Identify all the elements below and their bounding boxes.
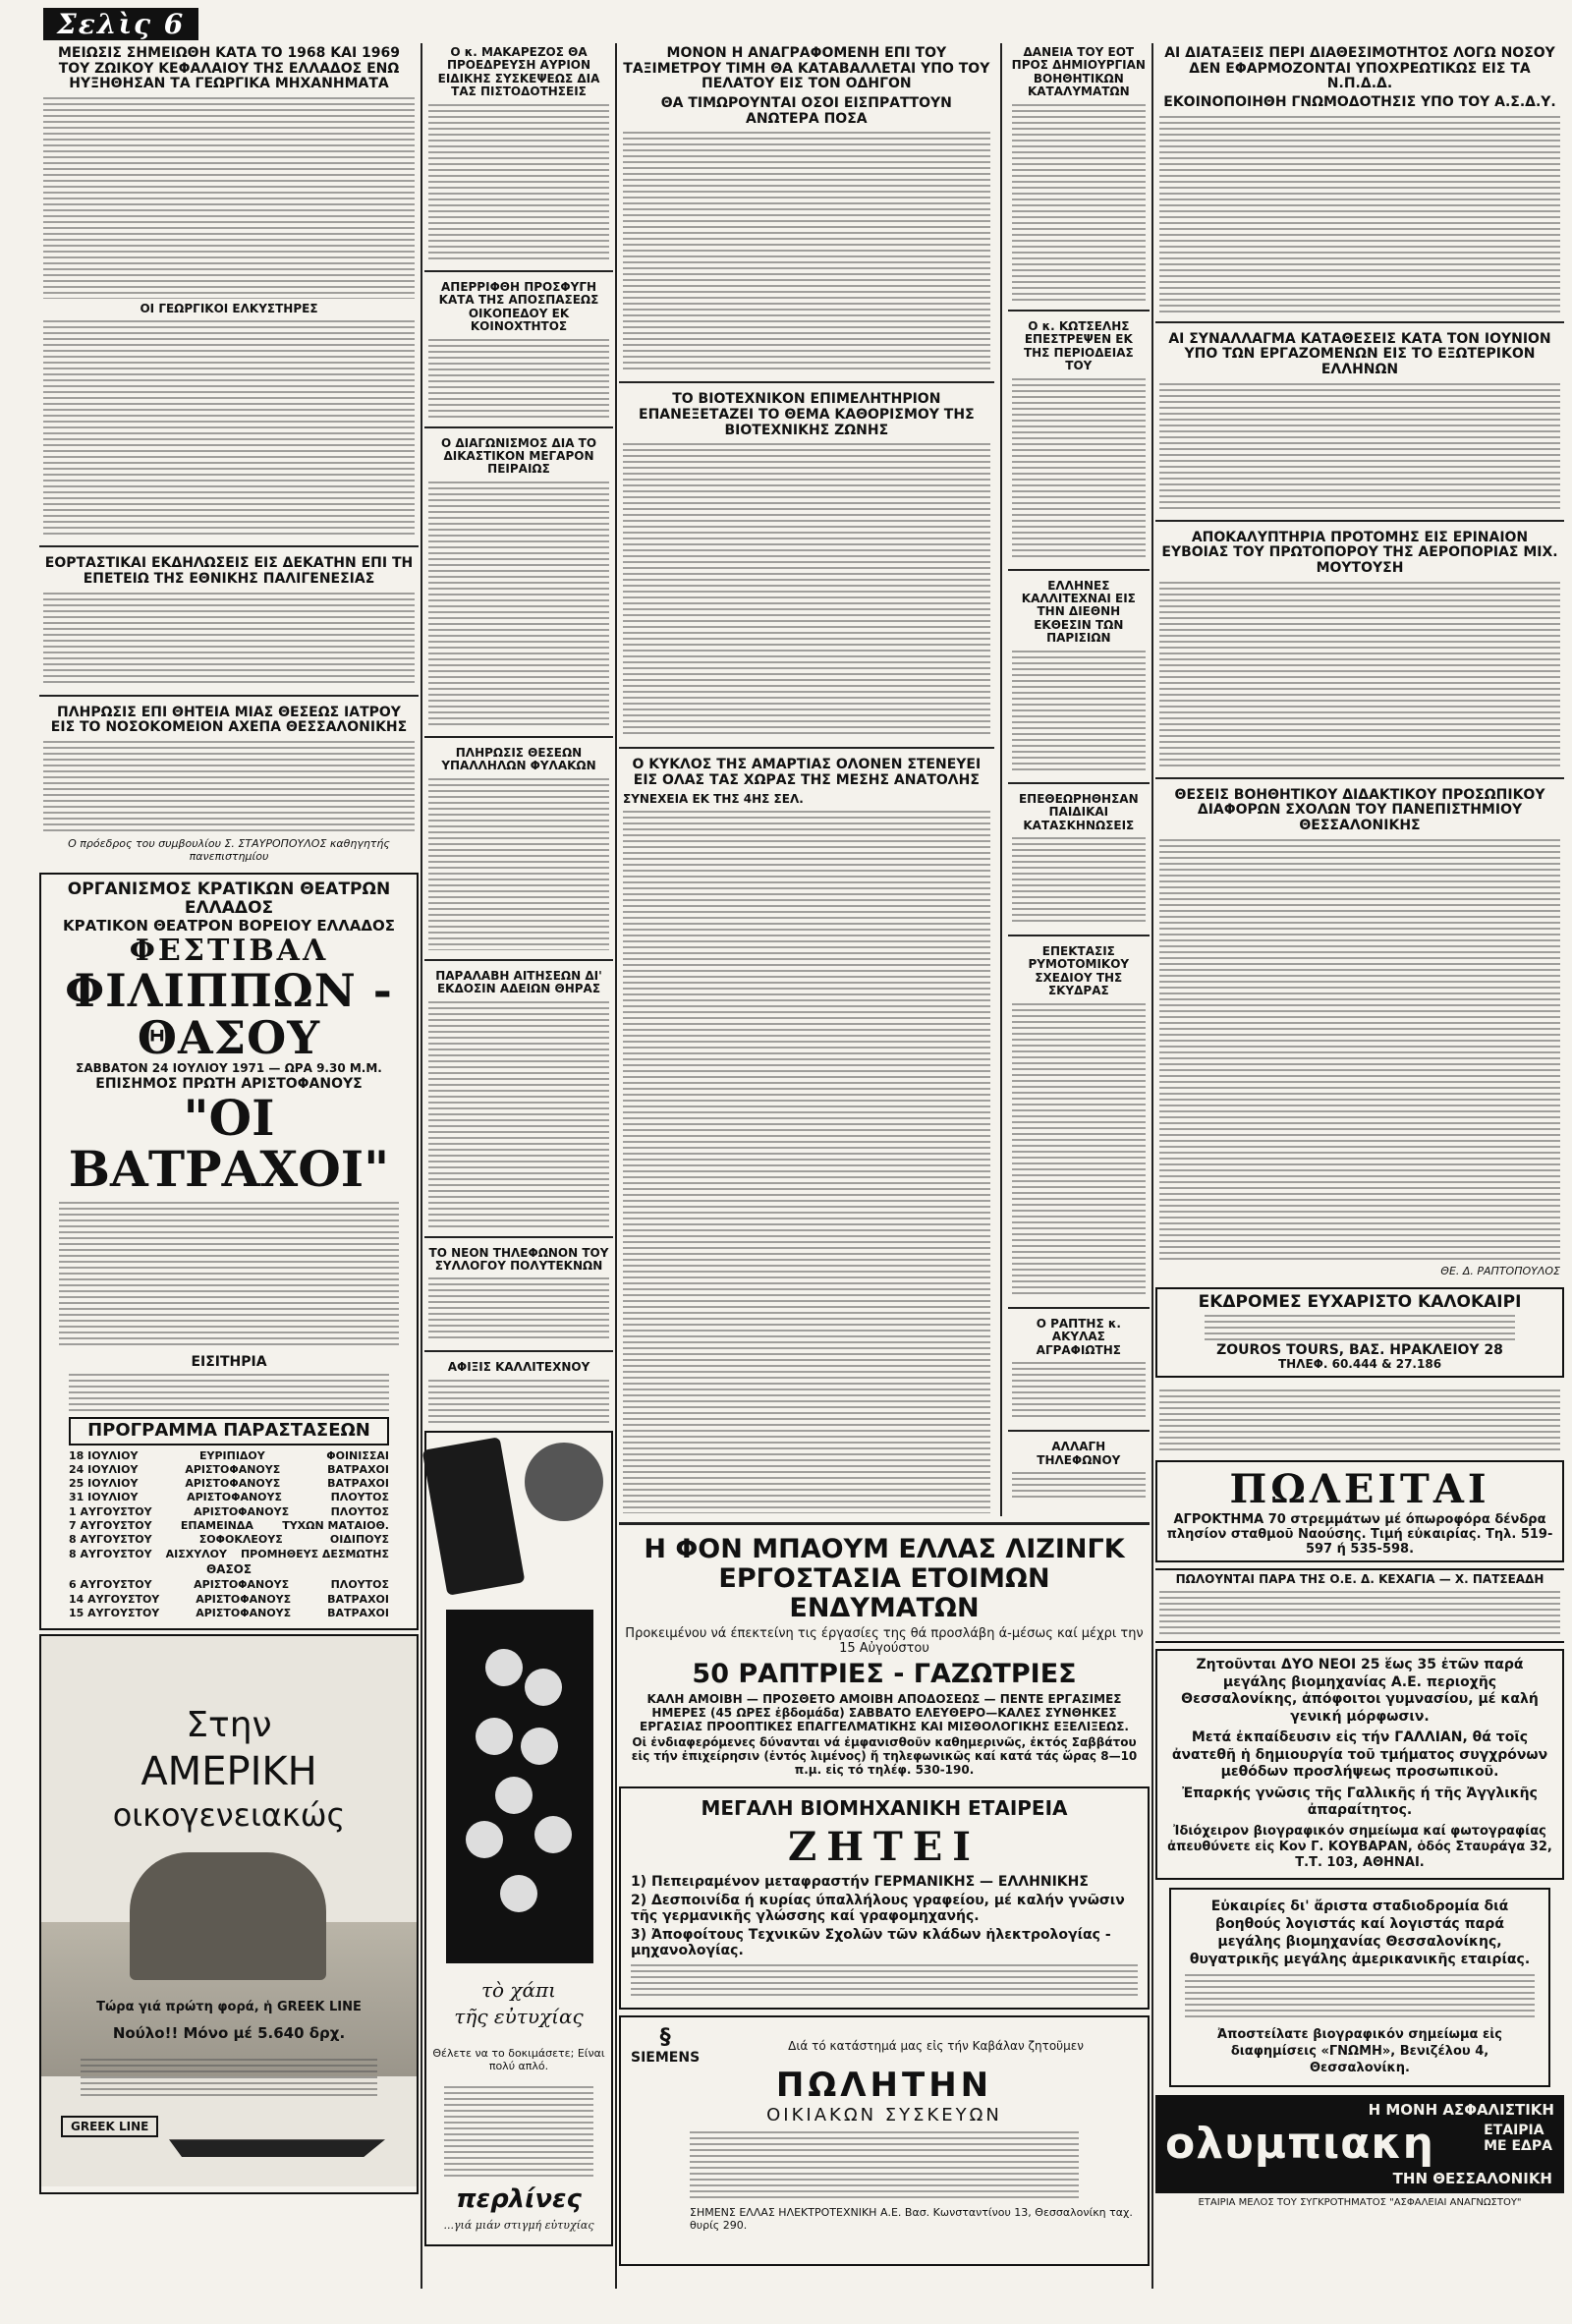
siemens-logo-text: SIEMENS — [631, 2050, 701, 2067]
hotel-headline: ΠΩΛΟΥΝΤΑΙ ΠΑΡΑ ΤΗΣ Ο.Ε. Δ. ΚΕΧΑΓΙΑ — Χ. ΠΑΤΣΕΑΔΗ — [1175, 1571, 1544, 1586]
article-bust — [1155, 528, 1564, 771]
article-body — [1012, 837, 1146, 926]
divider — [619, 747, 994, 749]
perlines-tagline-1: τὸ χάπι — [480, 1977, 557, 2002]
article-body — [1012, 1362, 1146, 1421]
theater-ad — [39, 873, 419, 1630]
candy-packet — [422, 1437, 526, 1596]
program-author: ΣΟΦΟΚΛΕΟΥΣ — [198, 1533, 283, 1547]
article-remittances — [1155, 329, 1564, 514]
article-subhead: ΕΚΟΙΝΟΠΟΙΗΘΗ ΓΝΩΜΟΔΟΤΗΣΙΣ ΥΠΟ ΤΟΥ Α.Σ.Δ.Υ. — [1163, 94, 1556, 111]
greekline-details — [81, 2059, 377, 2098]
article-hunting — [424, 967, 613, 1230]
article-headline: ΑΠΟΚΑΛΥΠΤΗΡΙΑ ΠΡΟΤΟΜΗΣ ΕΙΣ ΕΡΙΝΑΙΟΝ ΕΥΒΟΙΑΣ ΤΟΥ ΠΡΩΤΟΠΟΡΟΥ ΤΗΣ ΑΕΡΟΠΟΡΙΑΣ ΜΙΧ. ΜΟΥΤΟΥΣΗ — [1161, 529, 1558, 577]
region-thasos: ΘΑΣΟΣ — [205, 1561, 253, 1576]
siemens-logo — [631, 2025, 700, 2066]
divider — [1008, 935, 1150, 936]
baum-subhead: ΕΡΓΟΣΤΑΣΙΑ ΕΤΟΙΜΩΝ ΕΝΔΥΜΑΤΩΝ — [718, 1562, 1050, 1623]
article-headline: ΑΛΛΑΓΗ ΤΗΛΕΦΩΝΟΥ — [1037, 1440, 1121, 1467]
program-date: 24 ΙΟΥΛΙΟΥ — [69, 1462, 139, 1476]
siemens-ad — [619, 2015, 1150, 2266]
program-author: ΑΡΙΣΤΟΦΑΝΟΥΣ — [185, 1462, 281, 1476]
article-headline: ΕΟΡΤΑΣΤΙΚΑΙ ΕΚΔΗΛΩΣΕΙΣ ΕΙΣ ΔΕΚΑΤΗΝ ΕΠΙ ΤΗ ΕΠΕΤΕΙΩ ΤΗΣ ΕΘΝΙΚΗΣ ΠΑΛΙΓΕΝΕΣΙΑΣ — [44, 555, 414, 588]
article-headline: ΜΟΝΟΝ Η ΑΝΑΓΡΑΦΟΜΕΝΗ ΕΠΙ ΤΟΥ ΤΑΞΙΜΕΤΡΟΥ ΤΙΜΗ ΘΑ ΚΑΤΑΒΑΛΛΕΤΑΙ ΥΠΟ ΤΟΥ ΠΕΛΑΤΟΥ ΕΙΣ ΤΟΝ ΟΔΗΓΟΝ — [623, 45, 990, 92]
article-body — [1159, 582, 1560, 768]
perlines-details — [444, 2086, 593, 2180]
program-date: 15 ΑΥΓΟΥΣΤΟΥ — [69, 1606, 160, 1619]
greekline-body: Τώρα γιά πρώτη φορά, ἡ GREEK LINE — [96, 2000, 362, 2015]
siemens-intro: Διά τό κατάστημά μας εἰς τήν Καβάλαν ζητοῦμεν — [788, 2038, 1084, 2053]
divider — [424, 426, 613, 428]
program-play: ΠΛΟΥΤΟΣ — [330, 1491, 389, 1504]
program-date: 7 ΑΥΓΟΥΣΤΟΥ — [69, 1519, 152, 1533]
column-2 — [424, 43, 613, 2250]
ganian-ad — [1155, 1649, 1564, 1879]
divider — [1155, 321, 1564, 323]
divider — [424, 1350, 613, 1352]
theater-date: ΣΑΒΒΑΤΟΝ 24 ΙΟΥΛΙΟΥ 1971 — ΩΡΑ 9.30 Μ.Μ. — [76, 1060, 382, 1075]
article-artists-paris — [1008, 577, 1150, 776]
article-kotselis — [1008, 317, 1150, 563]
article-headline: ΠΛΗΡΩΣΙΣ ΕΠΙ ΘΗΤΕΙΑ ΜΙΑΣ ΘΕΣΕΩΣ ΙΑΤΡΟΥ ΕΙΣ ΤΟ ΝΟΣΟΚΟΜΕΙΟΝ ΑΧΕΠΑ ΘΕΣΣΑΛΟΝΙΚΗΣ — [50, 704, 408, 736]
program-row — [69, 1463, 389, 1477]
gnomi-details — [1185, 1974, 1535, 2021]
article-body — [43, 593, 415, 686]
divider — [619, 1522, 1150, 1525]
program-play: ΦΟΙΝΙΣΣΑΙ — [326, 1448, 389, 1462]
siemens-address: ΣΗΜΕΝΣ ΕΛΛΑΣ ΗΛΕΚΤΡΟΤΕΧΝΙΚΗ Α.Ε. Βασ. Κωνσταντίνου 13, Θεσσαλονίκη ταχ. θυρίς 290. — [690, 2206, 1133, 2233]
article-livestock — [39, 43, 419, 539]
article-headline: ΑΠΕΡΡΙΦΘΗ ΠΡΟΣΦΥΓΗ ΚΑΤΑ ΤΗΣ ΑΠΟΣΠΑΣΕΩΣ ΟΙΚΟΠΕΔΟΥ ΕΚ ΚΟΙΝΟΧΤΗΤΟΣ — [438, 279, 599, 334]
family-photo — [130, 1852, 326, 1980]
column-5 — [1155, 43, 1564, 2208]
program-author: ΕΠΑΜΕΙΝΔΑ — [180, 1519, 253, 1533]
column-1 — [39, 43, 419, 2198]
theater-festival: ΦΕΣΤΙΒΑΛ — [129, 934, 329, 968]
divider — [424, 959, 613, 961]
article-headline: ΑΙ ΔΙΑΤΑΞΕΙΣ ΠΕΡΙ ΔΙΑΘΕΣΙΜΟΤΗΤΟΣ ΛΟΓΩ ΝΟΣΟΥ ΔΕΝ ΕΦΑΡΜΟΖΟΝΤΑΙ ΥΠΟΧΡΕΩΤΙΚΩΣ ΕΙΣ ΤΑ Ν.Π.Δ.Δ. — [1164, 45, 1555, 92]
program-row — [69, 1449, 389, 1463]
zouros-name: ZOUROS TOURS, ΒΑΣ. ΗΡΑΚΛΕΙΟΥ 28 — [1216, 1341, 1503, 1358]
article-body — [623, 811, 990, 1513]
zouros-ad — [1155, 1287, 1564, 1378]
article-body — [1012, 1003, 1146, 1298]
program-date: 8 ΑΥΓΟΥΣΤΟΥ — [69, 1533, 152, 1547]
classified-body — [1159, 1389, 1560, 1453]
siemens-subhead: ΟΙΚΙΑΚΩΝ ΣΥΣΚΕΥΩΝ — [766, 2105, 1002, 2126]
divider — [1008, 782, 1150, 784]
perlines-body: Θέλετε να το δοκιμάσετε; Είναι πολύ απλό. — [432, 2046, 605, 2072]
program-title — [69, 1417, 389, 1445]
article-headline: ΤΟ ΝΕΟΝ ΤΗΛΕΦΩΝΟΝ ΤΟΥ ΣΥΛΛΟΓΟΥ ΠΟΛΥΤΕΚΝΩΝ — [428, 1245, 609, 1273]
gnomi-contact: Ἀποστείλατε βιογραφικόν σημείωμα εἰς διαφημίσεις «ΓΝΩΜΗ», Βενιζέλου 4, Θεσσαλονίκη. — [1217, 2027, 1502, 2076]
article-headline: ΤΟ ΒΙΟΤΕΧΝΙΚΟΝ ΕΠΙΜΕΛΗΤΗΡΙΟΝ ΕΠΑΝΕΞΕΤΑΖΕΙ ΤΟ ΘΕΜΑ ΚΑΘΟΡΙΣΜΟΥ ΤΗΣ ΒΙΟΤΕΧΝΙΚΗΣ ΖΩΝΗΣ — [639, 391, 975, 438]
program-date: 14 ΑΥΓΟΥΣΤΟΥ — [69, 1592, 160, 1606]
poleitai-ad — [1155, 1460, 1564, 1562]
program-row — [69, 1578, 389, 1592]
article-headline: ΕΠΕΘΕΩΡΗΘΗΣΑΝ ΠΑΙΔΙΚΑΙ ΚΑΤΑΣΚΗΝΩΣΕΙΣ — [1018, 791, 1139, 832]
program-title-text: ΠΡΟΓΡΑΜΜΑ ΠΑΡΑΣΤΑΣΕΩΝ — [87, 1420, 370, 1442]
divider — [619, 381, 994, 383]
article-makarezos — [424, 43, 613, 264]
article-doctor-post — [39, 703, 419, 869]
program-date: 8 ΑΥΓΟΥΣΤΟΥ — [69, 1547, 152, 1560]
article-tailor — [1008, 1315, 1150, 1424]
article-body — [623, 443, 990, 738]
column-3 — [619, 43, 994, 1516]
poleitai-body: ΑΓΡΟΚΤΗΜΑ 70 στρεμμάτων μέ όπωροφόρα δένδρα πλησίον σταθμοῦ Ναούσης. Τιμή εὐκαιρίας. Τηλ. 519-597 ή 535-598. — [1166, 1511, 1553, 1557]
program-date: 31 ΙΟΥΛΙΟΥ — [69, 1491, 139, 1504]
industrial-headline: ΜΕΓΑΛΗ ΒΙΟΜΗΧΑΝΙΚΗ ΕΤΑΙΡΕΙΑ — [701, 1796, 1068, 1821]
article-body — [428, 1380, 609, 1424]
ganian-body-1: Ζητοῦνται ΔΥΟ ΝΕΟΙ 25 ἕως 35 ἐτῶν παρά μεγάλης βιομηχανίας Α.Ε. περιοχῆς Θεσσαλονίκης, ἀπόφοιτοι γυμνασίου, μέ καλή γενική μόρφωσιν. — [1181, 1657, 1539, 1725]
article-taxi — [619, 43, 994, 375]
article-courthouse — [424, 434, 613, 730]
program-play: ΒΑΤΡΑΧΟΙ — [327, 1477, 389, 1491]
greekline-line3: οικογενειακώς — [112, 1796, 346, 1835]
baum-intro: Προκειμένου νά έπεκτείνη τις έργασίες της θά προσλάβη ά-μέσως καί μέχρι την 15 Αὐγούστου — [625, 1626, 1144, 1657]
zouros-phone: ΤΗΛΕΦ. 60.444 & 27.186 — [1277, 1357, 1442, 1372]
article-camps — [1008, 790, 1150, 929]
article-subhead: ΘΑ ΤΙΜΩΡΟΥΝΤΑΙ ΟΣΟΙ ΕΙΣΠΡΑΤΤΟΥΝ ΑΝΩΤΕΡΑ ΠΟΣΑ — [660, 95, 952, 127]
tickets-label: ΕΙΣΙΤΗΡΙΑ — [191, 1353, 267, 1370]
column-rule — [421, 43, 422, 2289]
theater-play: "ΟΙ ΒΑΤΡΑΧΟΙ" — [68, 1088, 390, 1199]
program-author: ΑΙΣΧΥΛΟΥ — [165, 1547, 227, 1560]
gnomi-ad — [1169, 1888, 1550, 2087]
zouros-headline: ΕΚΔΡΟΜΕΣ ΕΥΧΑΡΙΣΤΟ ΚΑΛΟΚΑΙΡΙ — [1198, 1291, 1522, 1312]
ganian-contact: Ἰδιόχειρον βιογραφικόν σημείωμα καί φωτογραφίας ἀπευθύνετε εἰς Κον Γ. ΚΟΥΒΑΡΑΝ, ὁδός Σταυράγα 32, Τ.Τ. 103, ΑΘΗΝΑΙ. — [1167, 1823, 1552, 1871]
article-phone-change — [1008, 1438, 1150, 1504]
olympiaki-top: Η ΜΟΝΗ ΑΣΦΑΛΙΣΤΙΚΗ — [1368, 2100, 1554, 2119]
divider — [1008, 569, 1150, 571]
program-row — [69, 1593, 389, 1607]
article-headline: ΠΑΡΑΛΑΒΗ ΑΙΤΗΣΕΩΝ ΔΙ' ΕΚΔΟΣΙΝ ΑΔΕΙΩΝ ΘΗΡΑΣ — [435, 968, 602, 996]
baum-contact: Οἱ ἐνδιαφερόμενες δύνανται νά ἐμφανισθοῦν καθημερινῶς, ἐκτός Σαββάτου εἰς τήν ἐπιχείρησιν (ἐντός λιμένος) ἤ τηλεφωνικῶς καί κατά τάς ὥρας 8—10 π.μ. εἰς τό τηλέφ. 530-190. — [631, 1735, 1138, 1778]
column-rule — [1151, 43, 1153, 2289]
siemens-emblem-icon: § — [659, 2025, 671, 2051]
industrial-verb: ΖΗΤΕΙ — [788, 1824, 981, 1871]
olympiaki-ad — [1155, 2095, 1564, 2193]
program-play: ΟΙΔΙΠΟΥΣ — [329, 1533, 389, 1547]
article-headline: Ο κ. ΚΩΤΣΕΛΗΣ ΕΠΕΣΤΡΕΨΕΝ ΕΚ ΤΗΣ ΠΕΡΙΟΔΕΙΑΣ ΤΟΥ — [1023, 318, 1134, 373]
article-headline: Ο ΔΙΑΓΩΝΙΣΜΟΣ ΔΙΑ ΤΟ ΔΙΚΑΣΤΙΚΟΝ ΜΕΓΑΡΟΝ ΠΕΙΡΑΙΩΣ — [440, 435, 597, 477]
article-sin-circle — [619, 755, 994, 1516]
program-list — [69, 1449, 389, 1561]
greekline-ad — [39, 1634, 419, 2194]
baum-ad — [619, 1531, 1150, 1781]
tickets-info — [69, 1374, 389, 1413]
program-date: 6 ΑΥΓΟΥΣΤΟΥ — [69, 1578, 152, 1592]
article-phone — [424, 1244, 613, 1345]
article-headline: ΕΛΛΗΝΕΣ ΚΑΛΛΙΤΕΧΝΑΙ ΕΙΣ ΤΗΝ ΔΙΕΘΝΗ ΕΚΘΕΣΙΝ ΤΩΝ ΠΑΡΙΣΙΩΝ — [1021, 578, 1136, 646]
program-play: ΒΑΤΡΑΧΟΙ — [327, 1592, 389, 1606]
article-body — [43, 320, 415, 537]
greekline-price: Νούλο!! Μόνο μέ 5.640 δρχ. — [112, 2024, 346, 2043]
program-row — [69, 1548, 389, 1561]
baum-details: ΚΑΛΗ ΑΜΟΙΒΗ — ΠΡΟΣΘΕΤΟ ΑΜΟΙΒΗ ΑΠΟΔΟΣΕΩΣ — ΠΕΝΤΕ ΕΡΓΑΣΙΜΕΣ ΗΜΕΡΕΣ (45 ΩΡΕΣ ἐβδομάδα) ΣΑΒΒΑΤΟ ΕΛΕΥΘΕΡΟ—ΚΑΛΕΣ ΣΥΝΘΗΚΕΣ ΕΡΓΑΣΙΑΣ ΠΡΟΟΠΤΙΚΕΣ ΕΠΑΓΓΕΛΜΑΤΙΚΗΣ ΚΑΙ ΜΙΣΘΟΛΟΓΙΚΗΣ ΕΞΕΛΙΞΕΩΣ. — [640, 1692, 1129, 1734]
greekline-logo: GREEK LINE — [61, 2116, 158, 2137]
article-body — [1159, 383, 1560, 511]
program-row — [69, 1477, 389, 1491]
article-headline: ΑΦΙΞΙΣ ΚΑΛΛΙΤΕΧΝΟΥ — [447, 1360, 590, 1375]
theater-name: ΚΡΑΤΙΚΟΝ ΘΕΑΤΡΟΝ ΒΟΡΕΙΟΥ ΕΛΛΑΔΟΣ — [62, 917, 396, 935]
program-play: ΤΥΧΩΝ ΜΑΤΑΙΟΘ. — [282, 1519, 389, 1533]
ganian-body-2: Μετά ἐκπαίδευσιν εἰς τήν ΓΑΛΛΙΑΝ, θά τοῖς ἀνατεθῆ ἡ δημιουργία τοῦ τμήματος συγχρόνων μεθόδων προσλήψεως προσωπικοῦ. — [1171, 1729, 1548, 1781]
program-row — [69, 1491, 389, 1504]
article-artist — [424, 1358, 613, 1426]
olympiaki-bottom: ΤΗΝ ΘΕΣΣΑΛΟΝΙΚΗ — [1392, 2169, 1552, 2187]
baum-count: 50 ΡΑΠΤΡΙΕΣ - ΓΑΖΩΤΡΙΕΣ — [692, 1659, 1077, 1690]
article-headline: ΜΕΙΩΣΙΣ ΣΗΜΕΙΩΘΗ ΚΑΤΑ ΤΟ 1968 ΚΑΙ 1969 ΤΟΥ ΖΩΙΚΟΥ ΚΕΦΑΛΑΙΟΥ ΤΗΣ ΕΛΛΑΔΟΣ ΕΝΩ ΗΥΞΗΘΗΣΑΝ ΤΑ ΓΕΩΡΓΙΚΑ ΜΗΧΑΝΗΜΑΤΑ — [57, 45, 401, 92]
program-play: ΒΑΤΡΑΧΟΙ — [327, 1462, 389, 1476]
industrial-fineprint — [631, 1964, 1138, 2000]
program-author: ΑΡΙΣΤΟΦΑΝΟΥΣ — [187, 1491, 282, 1504]
article-body — [43, 741, 415, 834]
greekline-line2: ΑΜΕΡΙΚΗ — [140, 1749, 317, 1795]
divider — [424, 1236, 613, 1238]
article-headline: ΔΑΝΕΙΑ ΤΟΥ ΕΟΤ ΠΡΟΣ ΔΗΜΙΟΥΡΓΙΑΝ ΒΟΗΘΗΤΙΚΩΝ ΚΑΤΑΛΥΜΑΤΩΝ — [1011, 45, 1146, 99]
lemon-slice — [525, 1443, 603, 1521]
hotel-body — [1159, 1591, 1560, 1638]
industrial-item: 3) Ἀποφοίτους Τεχνικῶν Σχολῶν τῶν κλάδων ἠλεκτρολογίας - μηχανολογίας. — [631, 1927, 1111, 1959]
article-plot — [424, 278, 613, 421]
article-body — [428, 104, 609, 261]
program-author: ΑΡΙΣΤΟΦΑΝΟΥΣ — [185, 1477, 281, 1491]
article-body — [428, 778, 609, 950]
program-list-thasos — [69, 1578, 389, 1620]
gnomi-body: Εὐκαιρίες δι' ἄριστα σταδιοδρομία διά βοηθούς λογιστάς καί λογιστάς παρά μεγάλης βιομηχανίας Θεσσαλονίκης, θυγατρικῆς μεγάλης ἀμερικανικῆς εταιρίας. — [1189, 1898, 1531, 1968]
article-headline: ΠΛΗΡΩΣΙΣ ΘΕΣΕΩΝ ΥΠΑΛΛΗΛΩΝ ΦΥΛΑΚΩΝ — [441, 745, 596, 773]
greekline-line1: Στην — [186, 1705, 272, 1746]
program-author: ΕΥΡΙΠΙΔΟΥ — [198, 1448, 265, 1462]
article-body — [428, 482, 609, 727]
program-date: 1 ΑΥΓΟΥΣΤΟΥ — [69, 1504, 152, 1518]
perlines-brand: περλίνες — [456, 2183, 582, 2214]
divider — [1008, 310, 1150, 312]
divider — [424, 270, 613, 272]
article-headline: ΘΕΣΕΙΣ ΒΟΗΘΗΤΙΚΟΥ ΔΙΔΑΚΤΙΚΟΥ ΠΡΟΣΩΠΙΚΟΥ ΔΙΑΦΟΡΩΝ ΣΧΟΛΩΝ ΤΟΥ ΠΑΝΕΠΙΣΤΗΜΙΟΥ ΘΕΣΣΑΛΟΝΙΚΗΣ — [1174, 786, 1545, 834]
article-body — [1159, 839, 1560, 1262]
program-author: ΑΡΙΣΤΟΦΑΝΟΥΣ — [196, 1592, 292, 1606]
industrial-ad — [619, 1786, 1150, 2010]
hotel-ad — [1155, 1568, 1564, 1643]
article-signature: ΘΕ. Δ. ΡΑΠΤΟΠΟΥΛΟΣ — [1440, 1264, 1560, 1277]
perlines-ad — [424, 1431, 613, 2246]
article-body — [1012, 1472, 1146, 1502]
continued-from: ΣΥΝΕΧΕΙΑ ΕΚ ΤΗΣ 4ΗΣ ΣΕΛ. — [623, 791, 804, 806]
program-author: ΑΡΙΣΤΟΦΑΝΟΥΣ — [194, 1578, 290, 1592]
article-body — [428, 1001, 609, 1227]
olympiaki-side-1: ΕΤΑΙΡΙΑ — [1484, 2122, 1544, 2138]
theater-premiere: ΕΠΙΣΗΜΟΣ ΠΡΩΤΗ ΑΡΙΣΤΟΦΑΝΟΥΣ — [95, 1076, 363, 1093]
article-body — [1012, 651, 1146, 773]
siemens-details — [690, 2131, 1079, 2200]
divider — [1008, 1430, 1150, 1432]
program-play: ΠΡΟΜΗΘΕΥΣ ΔΕΣΜΩΤΗΣ — [240, 1547, 389, 1560]
olympiaki-brand: ολυμπιακη — [1165, 2118, 1434, 2169]
zouros-details — [1205, 1315, 1515, 1340]
classified-ad — [1155, 1382, 1564, 1456]
article-guards — [424, 744, 613, 953]
divider — [39, 695, 419, 697]
article-headline: ΑΙ ΣΥΝΑΛΛΑΓΜΑ ΚΑΤΑΘΕΣΕΙΣ ΚΑΤΑ ΤΟΝ ΙΟΥΝΙΟΝ ΥΠΟ ΤΩΝ ΕΡΓΑΖΟΜΕΝΩΝ ΕΙΣ ΤΟ ΕΞΩΤΕΡΙΚΟΝ ΕΛΛΗΝΩΝ — [1168, 330, 1551, 378]
divider — [424, 736, 613, 738]
perlines-slogan: ...γιά μιάν στιγμή εὐτυχίας — [443, 2218, 594, 2232]
article-industrial-zone — [619, 389, 994, 741]
article-body — [43, 97, 415, 299]
article-body — [623, 132, 990, 372]
divider — [1155, 520, 1564, 522]
article-headline: Ο ΚΥΚΛΟΣ ΤΗΣ ΑΜΑΡΤΙΑΣ ΟΛΟΝΕΝ ΣΤΕΝΕΥΕΙ ΕΙΣ ΟΛΑΣ ΤΑΣ ΧΩΡΑΣ ΤΗΣ ΜΕΣΗΣ ΑΝΑΤΟΛΗΣ — [632, 757, 982, 789]
poleitai-headline: ΠΩΛΕΙΤΑΙ — [1229, 1465, 1490, 1512]
divider — [39, 545, 419, 547]
program-play: ΠΛΟΥΤΟΣ — [330, 1504, 389, 1518]
olympiaki-footer: ΕΤΑΙΡΙΑ ΜΕΛΟΣ ΤΟΥ ΣΥΓΚΡΟΤΗΜΑΤΟΣ "ΑΣΦΑΛΕΙΑΙ ΑΝΑΓΝΩΣΤΟΥ" — [1198, 2196, 1522, 2208]
columns-3-4 — [619, 43, 1150, 2270]
program-play: ΠΛΟΥΤΟΣ — [330, 1578, 389, 1592]
siemens-headline: ΠΩΛΗΤΗΝ — [775, 2066, 993, 2106]
program-date: 25 ΙΟΥΛΙΟΥ — [69, 1477, 139, 1491]
program-row — [69, 1519, 389, 1533]
article-subhead: ΟΙ ΓΕΩΡΓΙΚΟΙ ΕΛΚΥΣΤΗΡΕΣ — [140, 302, 318, 316]
program-author: ΑΡΙΣΤΟΦΑΝΟΥΣ — [196, 1606, 292, 1619]
column-rule — [615, 43, 617, 2289]
candy-photo — [446, 1610, 593, 1963]
article-body — [1159, 116, 1560, 312]
theater-org: ΟΡΓΑΝΙΣΜΟΣ ΚΡΑΤΙΚΩΝ ΘΕΑΤΡΩΝ ΕΛΛΑΔΟΣ — [67, 879, 391, 919]
program-author: ΑΡΙΣΤΟΦΑΝΟΥΣ — [194, 1504, 290, 1518]
divider — [1155, 777, 1564, 779]
article-celebrations — [39, 553, 419, 688]
article-body — [1012, 104, 1146, 301]
article-university — [1155, 785, 1564, 1283]
industrial-item: 2) Δεσποινίδα ή κυρίας ύπαλλήλους γραφείου, μέ καλήν γνῶσιν τῆς γερμανικῆς γλώσσης καί γραφομηχανής. — [631, 1893, 1125, 1925]
article-body — [428, 1277, 609, 1341]
page-label: Σελὶς 6 — [43, 8, 198, 40]
news-block — [619, 43, 1150, 1516]
article-skydra — [1008, 942, 1150, 1301]
column-rule — [1000, 43, 1002, 1516]
program-row — [69, 1607, 389, 1620]
olympiaki-side — [1484, 2123, 1552, 2154]
article-body — [1012, 378, 1146, 560]
cast-list — [59, 1202, 399, 1349]
industrial-item: 1) Πεπειραμένον μεταφραστήν ΓΕΡΜΑΝΙΚΗΣ — ΕΛΛΗΝΙΚΗΣ — [631, 1874, 1089, 1891]
perlines-tagline-2: τῆς εὐτυχίας — [454, 2004, 584, 2028]
ganian-body-3: Ἐπαρκής γνῶσις τῆς Γαλλικῆς ή τῆς Ἀγγλικῆς ἀπαραίτητος. — [1182, 1785, 1538, 1819]
article-body — [428, 339, 609, 418]
olympiaki-side-2: ΜΕ ΕΔΡΑ — [1484, 2137, 1552, 2154]
baum-headline: Η ΦΟΝ ΜΠΑΟΥΜ ΕΛΛΑΣ ΛΙΖΙΝΓΚ — [644, 1534, 1125, 1565]
program-date: 18 ΙΟΥΛΙΟΥ — [69, 1448, 139, 1462]
column-4 — [1008, 43, 1150, 1516]
article-illness — [1155, 43, 1564, 315]
program-play: ΒΑΤΡΑΧΟΙ — [327, 1606, 389, 1619]
theater-places: ΦΙΛΙΠΠΩΝ - ΘΑΣΟΥ — [65, 964, 393, 1065]
divider — [1008, 1307, 1150, 1309]
program-row — [69, 1533, 389, 1547]
article-eot-loans — [1008, 43, 1150, 304]
article-headline: Ο κ. ΜΑΚΑΡΕΖΟΣ ΘΑ ΠΡΟΕΔΡΕΥΣΗ ΑΥΡΙΟΝ ΕΙΔΙΚΗΣ ΣΥΣΚΕΨΕΩΣ ΔΙΑ ΤΑΣ ΠΙΣΤΟΔΟΤΗΣΕΙΣ — [437, 45, 600, 99]
article-headline: ΕΠΕΚΤΑΣΙΣ ΡΥΜΟΤΟΜΙΚΟΥ ΣΧΕΔΙΟΥ ΤΗΣ ΣΚΥΔΡΑΣ — [1028, 944, 1130, 998]
program-row — [69, 1505, 389, 1519]
article-signature: Ο πρόεδρος του συμβουλίου Σ. ΣΤΑΥΡΟΠΟΥΛΟΣ καθηγητής πανεπιστημίου — [68, 837, 390, 864]
industrial-items — [631, 1874, 1138, 1958]
article-headline: Ο ΡΑΠΤΗΣ κ. ΑΚΥΛΑΣ ΑΓΡΑΦΙΩΤΗΣ — [1036, 1316, 1121, 1357]
